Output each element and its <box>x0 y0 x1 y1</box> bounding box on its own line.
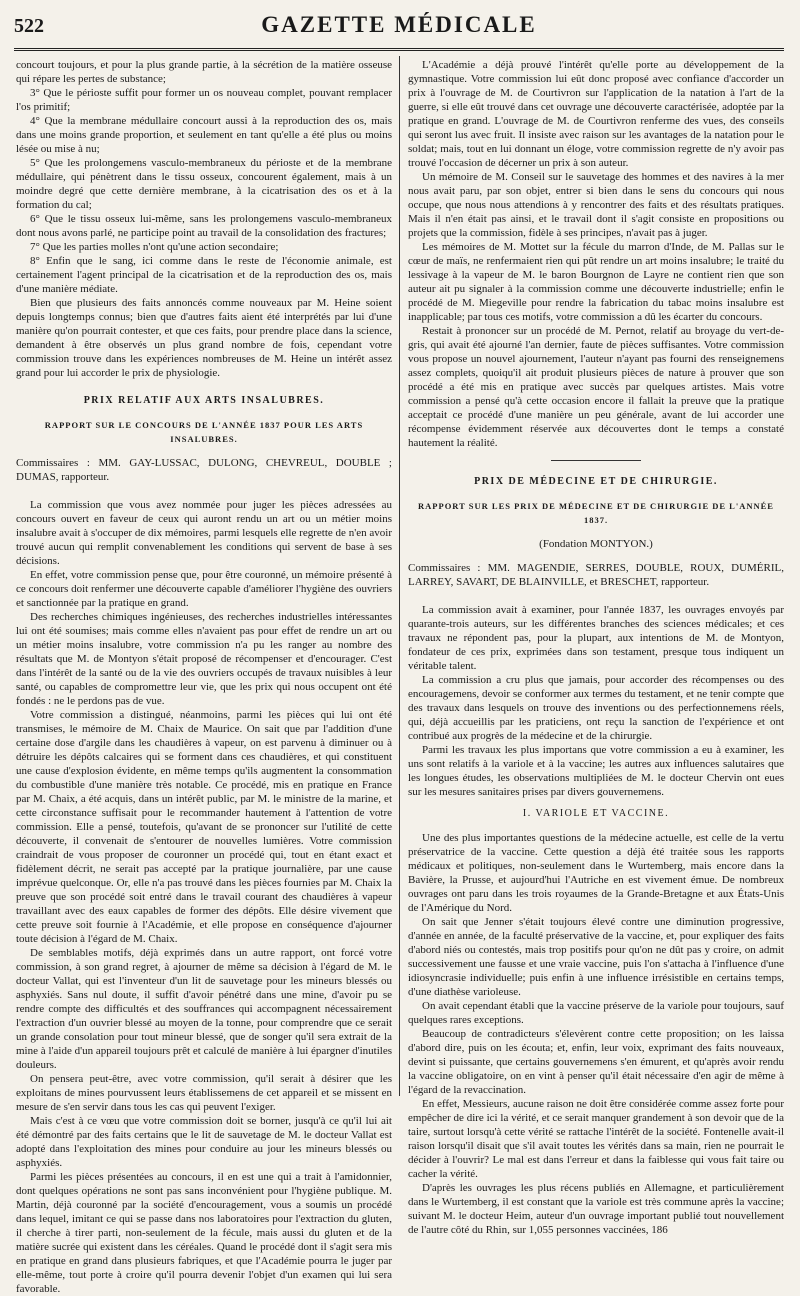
paragraph: En effet, votre commission pense que, pour être couronné, un mémoire présenté à ce concours doit renfermer une découverte capable d'améliorer l'hygiène des ouvriers et sanctionnée par la pratique en grand. <box>16 569 392 609</box>
paragraph: Votre commission a distingué, néanmoins, parmi les pièces qui lui ont été transmises, le mémoire de M. Chaix de Maurice. On sait que par l'addition d'une certaine dose d'argile dans les chaudières à vapeur, on est parvenu à diminuer ou à détruire les dépôts calcaires qui se forment dans ces chaudières, et qui constituent une cause d'explosion évidente, en même temps qu'ils augmentent la consommation du combustible d'une manière très notable. Ce procédé, mis en pratique en France par M. Chaix, a été acquis, dans un intérêt public, par M. le ministre de la marine, et cette circonstance suffisait pour le recommander hautement à l'attention de votre commission. Elle a pensé, toutefois, qu'avant de se prononcer sur l'utilité de cette découverte, il convenait de s'entourer de nouvelles lumières. Votre commission craindrait de vous proposer de couronner un procédé qui, tout en étant exact et fidèlement décrit, ne serait pas accepté par la pratique journalière, par une cause imprévue quelconque. Or, elle n'a pas trouvé dans les pièces fournies par M. Chaix la preuve que son procédé soit entré dans le travail courant des chaudières à vapeur travaillant avec des eaux capables de former des dépôts. Elle désire vivement que cette preuve soit fournie à l'Académie, et elle propose en conséquence d'ajourner toute décision à l'égard de M. Chaix. <box>16 709 392 945</box>
commissioners: Commissaires : MM. MAGENDIE, SERRES, DOUBLE, ROUX, DUMÉRIL, LARREY, SAVART, DE BLAINVILLE, et BRESCHET, rapporteur. <box>408 562 784 588</box>
report-title: RAPPORT SUR LES PRIX DE MÉDECINE ET DE CHIRURGIE DE L'ANNÉE 1837. <box>418 501 774 525</box>
paragraph: Restait à prononcer sur un procédé de M. Pernot, relatif au broyage du vert-de-gris, qui avait été ajourné l'an dernier, faute de pièces suffisantes. Votre commission vous propose un nouvel ajournement, l'auteur n'ayant pas fourni des renseignemens assez complets, quoiqu'il ait produit plusieurs pièces de nature à prouver que son procédé a été mis en pratique avec succès par quelques artistes. Mais votre commission a pensé qu'à cette occasion encore il fallait la preuve que la pratique acceptait ce procédé d'une manière un peu générale, avant de lui accorder une récompense évidemment réservée aux découvertes dont le temps a constaté hautement la réalité. <box>408 325 784 449</box>
paragraph: Une des plus importantes questions de la médecine actuelle, est celle de la vertu préservatrice de la vaccine. Cette question a déjà été traitée sous les rapports médicaux et politiques, non-seulement dans le Wurtemberg, mais encore dans la Bavière, la Prusse, et aujourd'hui l'Autriche en est vivement émue. De nombreux ouvrages ont paru dans les trois royaumes de la Grande-Bretagne et aux États-Unis de l'Amérique du Nord. <box>408 832 784 914</box>
paragraph: 6° Que le tissu osseux lui-même, sans les prolongemens vasculo-membraneux dont nous avons parlé, ne participe point au travail de la consolidation des fractures; <box>16 213 392 239</box>
section-divider <box>551 460 641 461</box>
right-bottom-paragraphs <box>408 831 784 1237</box>
report-title: RAPPORT SUR LE CONCOURS DE L'ANNÉE 1837 POUR LES ARTS INSALUBRES. <box>44 420 364 444</box>
right-column <box>408 58 784 1236</box>
foundation-note: (Fondation MONTYON.) <box>539 538 653 550</box>
header-rule <box>14 48 784 51</box>
paragraph: concourt toujours, et pour la plus grande partie, à la sécrétion de la matière osseuse qui répare les pertes de substance; <box>16 59 392 85</box>
left-bottom-paragraphs <box>16 498 392 1296</box>
commissioners: Commissaires : MM. GAY-LUSSAC, DULONG, CHEVREUL, DOUBLE ; DUMAS, rapporteur. <box>16 457 392 483</box>
paragraph: Un mémoire de M. Conseil sur le sauvetage des hommes et des navires à la mer nous avait paru, par son objet, entrer si bien dans le sens du concours qui nous occupe, que nous nous attendions à y rencontrer des faits et des résultats pratiques. Mais il n'en était pas ainsi, et le travail dont il s'agit consiste en propositions ou projets que la commission, fidèle à ses principes, n'avait pas à juger. <box>408 171 784 239</box>
paragraph: D'après les ouvrages les plus récens publiés en Allemagne, et particulièrement dans le Wurtemberg, il est constant que la variole est très commune après la vaccine; suivant M. le docteur Heim, auteur d'un ouvrage important publié tout nouvellement de l'autre côté du Rhin, sur 1,055 personnes vaccinées, 186 <box>408 1182 784 1236</box>
column-divider <box>399 56 400 1096</box>
paragraph: 7° Que les parties molles n'ont qu'une action secondaire; <box>30 241 279 253</box>
section-title: PRIX RELATIF AUX ARTS INSALUBRES. <box>83 395 325 406</box>
paragraph: L'Académie a déjà prouvé l'intérêt qu'elle porte au développement de la gymnastique. Votre commission lui eût donc proposé avec confiance d'accorder un prix à l'ouvrage de M. de Courtivron sur l'application de la natation à l'art de la guerre, si elle eût trouvé dans cet ouvrage une découverte caractérisée, adoptée par la pratique en grand. L'ouvrage de M. de Courtivron renferme des vues, des conseils qui seront lus avec fruit. Il insiste avec raison sur les avantages de la natation pour le soldat; mais, tout en lui donnant un éloge, votre commission regrette de n'y avoir pas trouvé l'occasion de décerner un prix à son auteur. <box>408 59 784 169</box>
subsection-title: I. VARIOLE ET VACCINE. <box>522 808 670 819</box>
paragraph: 8° Enfin que le sang, ici comme dans le reste de l'économie animale, est certainement l'agent principal de la cicatrisation et de la reproduction des os, mais d'une manière médiate. <box>16 255 392 295</box>
paragraph: On avait cependant établi que la vaccine préserve de la variole pour toujours, sauf quelques rares exceptions. <box>408 1000 784 1026</box>
paragraph: En effet, Messieurs, aucune raison ne doit être considérée comme assez forte pour empêcher de dire ici la vérité, et ce serait manquer grandement à son devoir que de la taire, surtout lorsqu'à cette vérité se rattache l'intérêt de la société. Fontenelle avait-il raison lorsqu'il disait que s'il avait toutes les vérités dans sa main, rien ne pourrait le décider à l'ouvrir? Le mal est dans l'erreur et dans la faiblesse qui vous fait taire ou cacher la vérité. <box>408 1098 784 1180</box>
paragraph: 5° Que les prolongemens vasculo-membraneux du périoste et de la membrane médullaire, qui pénètrent dans le tissu osseux, concourent également, mais à un moindre degré que cette dernière membrane, à la cicatrisation des os et à la formation du cal; <box>16 157 392 211</box>
paragraph: On sait que Jenner s'était toujours élevé contre une diminution progressive, d'année en année, de la faculté préservative de la vaccine, et, pour expliquer des faits d'abord niés ou contestés, mais trop positifs pour qu'on ne dût pas y croire, on admit successivement une fausse et une vraie vaccine, puis l'on s'attacha à l'influence d'une idiosyncrasie individuelle; puis enfin à une influence irrésistible en certains temps, d'une diathèse varioleuse. <box>408 916 784 998</box>
paragraph: Parmi les travaux les plus importans que votre commission a eu à examiner, les uns sont relatifs à la variole et à la vaccine; les autres aux influences salutaires que les longues études, les observations multipliées de M. le docteur Chervin ont eues sur les mesures sanitaires prises par divers gouvernemens. <box>408 744 784 798</box>
right-top-paragraphs <box>408 58 784 450</box>
left-top-paragraphs <box>16 58 392 380</box>
paragraph: De semblables motifs, déjà exprimés dans un autre rapport, ont forcé votre commission, à son grand regret, à ajourner de même sa décision à l'égard de M. le docteur Vallat, qui est l'inventeur d'un lit de sauvetage pour les mineurs blessés ou asphyxiés. Sans nul doute, il suffit d'avoir pénétré dans une mine, d'avoir pu se rendre compte des difficultés et des souffrances qui accompagnent nécessairement l'extraction d'un ouvrier blessé au moyen de la tonne, pour comprendre que ce serait un grande consolation pour tout mineur blessé, que de songer qu'il sera extrait de la mine à l'aide d'un appareil toujours prêt et calculé de manière à lui épargner d'inutiles douleurs. <box>16 947 392 1071</box>
paragraph: Mais c'est à ce vœu que votre commission doit se borner, jusqu'à ce qu'il lui ait été démontré par des faits certains que le lit de sauvetage de M. le docteur Vallat est adopté dans l'exploitation des mines pour conduire au jour les mineurs blessés ou asphyxiés. <box>16 1115 392 1169</box>
paragraph: Des recherches chimiques ingénieuses, des recherches industrielles intéressantes lui ont été soumises; mais comme elles n'avaient pas pour effet de rendre un art ou un métier moins insalubre, votre commission n'a pu les ranger au nombre des résultats que M. de Montyon s'était proposé de récompenser et d'encourager. C'est dans l'intérêt de la santé ou de la vie des ouvriers occupés de travaux nuisibles à leur santé, ou capables de compromettre leur vie, que les prix qui nous occupent ont été fondés : ne le perdons pas de vue. <box>16 611 392 707</box>
section-title: PRIX DE MÉDECINE ET DE CHIRURGIE. <box>474 476 718 487</box>
page-header <box>14 12 784 52</box>
paragraph: Parmi les pièces présentées au concours, il en est une qui a trait à l'amidonnier, dont quelques opérations ne sont pas sans inconvénient pour l'hygiène publique. M. Martin, déjà couronné par la société d'encouragement, vous a soumis un procédé dans lequel, imitant ce qui se passe dans nos laboratoires pour l'extraction du gluten, il cherche à tirer parti, non-seulement de la fécule, mais aussi du gluten et de la matière sucrée qui existent dans les céréales. Quand le procédé dont il s'agit sera mis en pratique en grand dans plusieurs fabriques, et que l'Académie pourra le juger par elle-même, tout porte à croire qu'il pourra devenir l'objet d'un examen qui lui sera favorable. <box>16 1171 392 1295</box>
paragraph: Bien que plusieurs des faits annoncés comme nouveaux par M. Heine soient depuis longtemps connus; bien que d'autres faits aient été interprétés par lui d'une manière qu'on pourrait contester, et que ces faits, pour prendre place dans la science, demandent à être observés un plus grand nombre de fois, cependant votre commission trouve dans les expériences nombreuses de M. Heine un intérêt assez grand pour lui accorder le prix de physiologie. <box>16 297 392 379</box>
page-number: 522 <box>14 15 44 37</box>
journal-title: GAZETTE MÉDICALE <box>261 12 537 37</box>
paragraph: La commission a cru plus que jamais, pour accorder des récompenses ou des encouragemens, devoir se conformer aux termes du testament, et ne tenir compte que des travaux dans lesquels on trouve des inventions ou des perfectionnemens réels, qui, déjà accueillis par les praticiens, ont reçu la sanction de l'expérience et ont contribué aux progrès de la médecine et de la chirurgie. <box>408 674 784 742</box>
right-middle-paragraphs <box>408 603 784 799</box>
paragraph: La commission avait à examiner, pour l'année 1837, les ouvrages envoyés par quarante-trois auteurs, sur les différentes branches des sciences médicales; et ces travaux ne répondent pas, pour la plupart, aux intentions de M. de Montyon, fondateur de ces prix, exprimées dans son testament, presque tous indiquent un véritable talent. <box>408 604 784 672</box>
paragraph: Les mémoires de M. Mottet sur la fécule du marron d'Inde, de M. Pallas sur le cœur de maïs, ne renfermaient rien qui pût rendre un art moins insalubre; le traité du lessivage à la vapeur de M. le baron Bourgnon de Layre ne contient rien que son auteur ait pu signaler à la commission comme une découverte industrielle; enfin le procédé de M. Miegeville pour rendre la fabrication du tabac moins insalubre est inapplicable; par tous ces motifs, votre commission a dû les écarter du concours. <box>408 241 784 323</box>
paragraph: On pensera peut-être, avec votre commission, qu'il serait à désirer que les exploitans de mines pourvussent leurs établissemens de cet appareil et se missent en mesure de s'en servir dans tous les cas qui peuvent l'exiger. <box>16 1073 392 1113</box>
paragraph: 4° Que la membrane médullaire concourt aussi à la reproduction des os, mais dans une moins grande proportion, et seulement en tant qu'elle a été plus ou moins lésée ou mise à nu; <box>16 115 392 155</box>
paragraph: 3° Que le périoste suffit pour former un os nouveau complet, pouvant remplacer l'os primitif; <box>16 87 392 113</box>
left-column <box>16 58 392 1295</box>
paragraph: La commission que vous avez nommée pour juger les pièces adressées au concours ouvert en faveur de ceux qui auront rendu un art ou un métier moins insalubre avait à s'occuper de dix mémoires, parmi lesquels elle regrette de n'en avoir trouvé aucun qui remplit convenablement les conditions qui servent de base à ses décisions. <box>16 499 392 567</box>
paragraph: Beaucoup de contradicteurs s'élevèrent contre cette proposition; on les laissa d'abord dire, puis on les écouta; et, enfin, leur voix, exprimant des faits nouveaux, devint si puissante, que certains gouvernemens s'en émurent, et qu'après avoir rendu la vaccine obligatoire, on en vint à penser qu'il était nécessaire d'en agir de même à l'égard de la revaccination. <box>408 1028 784 1096</box>
